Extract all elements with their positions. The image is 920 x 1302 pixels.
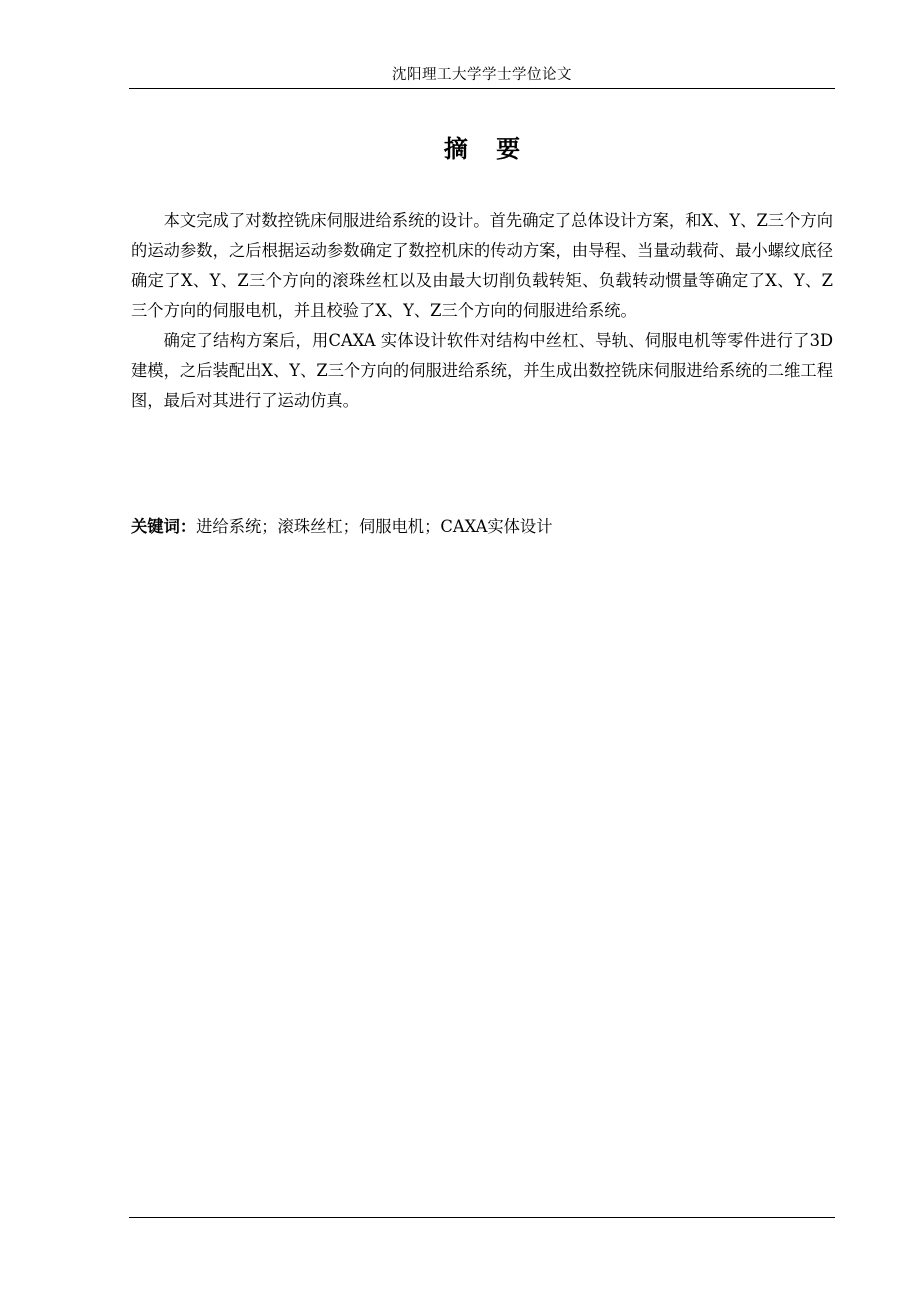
keywords-text: 进给系统；滚珠丝杠；伺服电机；CAXA实体设计 [196,517,553,536]
keywords-line [131,512,833,542]
running-header: 沈阳理工大学学士学位论文 [392,67,572,83]
abstract-paragraph-2: 确定了结构方案后，用CAXA 实体设计软件对结构中丝杠、导轨、伺服电机等零件进行了3D建模，之后装配出X、Y、Z三个方向的伺服进给系统，并生成出数控铣床伺服进给系统的二维工程图，最后对其进行了运动仿真。 [131,331,833,410]
header-rule [129,88,835,89]
keywords-label: 关键词： [131,517,197,536]
abstract-title: 摘 要 [443,134,531,163]
abstract-paragraph-1: 本文完成了对数控铣床伺服进给系统的设计。首先确定了总体设计方案，和X、Y、Z三个方向的运动参数，之后根据运动参数确定了数控机床的传动方案，由导程、当量动载荷、最小螺纹底径确定了X、Y、Z三个方向的滚珠丝杠以及由最大切削负载转矩、负载转动惯量等确定了X、Y、Z三个方向的伺服电机，并且校验了X、Y、Z三个方向的伺服进给系统。 [131,211,833,320]
abstract-body [131,206,833,416]
footer-rule [129,1217,835,1218]
